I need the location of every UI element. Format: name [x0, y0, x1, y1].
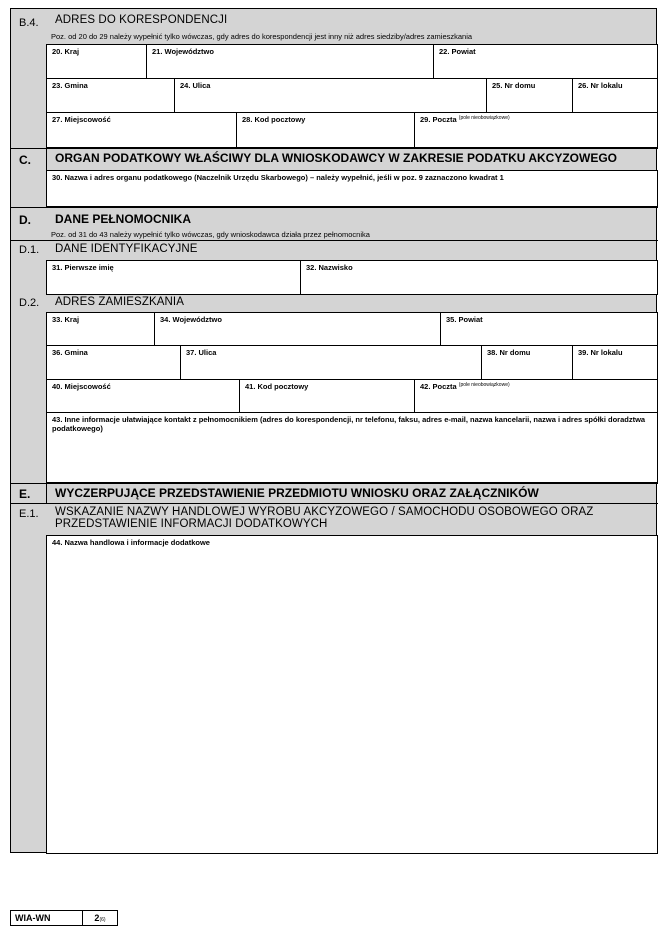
divider	[11, 503, 658, 504]
field-27-locality[interactable]	[46, 113, 237, 148]
field-31-first-name[interactable]	[46, 260, 301, 295]
section-code-b4: B.4.	[19, 17, 39, 29]
section-code-e: E.	[19, 487, 31, 501]
section-title-e1-line1: WSKAZANIE NAZWY HANDLOWEJ WYROBU AKCYZOWEGO / SAMOCHODU OSOBOWEGO ORAZ	[55, 506, 594, 518]
field-28-postal-code[interactable]	[237, 113, 415, 148]
field-label: 40. Miejscowość	[52, 382, 111, 391]
field-label: 44. Nazwa handlowa i informacje dodatkowe	[52, 538, 210, 547]
field-label: 21. Województwo	[152, 47, 214, 56]
field-label: 36. Gmina	[52, 348, 88, 357]
field-42-label-text: 42. Poczta	[420, 382, 457, 391]
field-label: 23. Gmina	[52, 81, 88, 90]
field-40-locality[interactable]	[46, 380, 240, 413]
section-title-e: WYCZERPUJĄCE PRZEDSTAWIENIE PRZEDMIOTU WNIOSKU ORAZ ZAŁĄCZNIKÓW	[55, 486, 539, 500]
form-page	[10, 8, 657, 853]
field-label: 31. Pierwsze imię	[52, 263, 114, 272]
section-title-e1-line2: PRZEDSTAWIENIE INFORMACJI DODATKOWYCH	[55, 518, 328, 530]
field-label: 35. Powiat	[446, 315, 483, 324]
field-label: 20. Kraj	[52, 47, 80, 56]
field-43-contact-info[interactable]	[46, 413, 658, 483]
field-23-commune[interactable]	[46, 79, 175, 113]
field-22-county[interactable]	[434, 44, 658, 79]
field-25-house-number[interactable]	[487, 79, 573, 113]
field-label: 37. Ulica	[186, 348, 217, 357]
field-label: 43. Inne informacje ułatwiające kontakt z pełnomocnikiem (adres do korespondencji, nr telefonu, faksu, adres e-mail, nazwa kancelarii, nazwa i adres spółki doradztwa podatkowego)	[52, 415, 646, 433]
field-label: 34. Województwo	[160, 315, 222, 324]
field-41-postal-code[interactable]	[240, 380, 415, 413]
footer	[10, 910, 118, 926]
field-37-street[interactable]	[181, 346, 482, 380]
field-34-voivodeship[interactable]	[155, 312, 441, 346]
field-label: 41. Kod pocztowy	[245, 382, 309, 391]
field-20-country[interactable]	[46, 44, 147, 79]
field-label	[420, 382, 653, 391]
field-label	[420, 115, 653, 124]
section-title-c: ORGAN PODATKOWY WŁAŚCIWY DLA WNIOSKODAWCY W ZAKRESIE PODATKU AKCYZOWEGO	[55, 151, 617, 165]
divider	[11, 483, 658, 484]
page-total: (6)	[99, 917, 106, 923]
field-label: 30. Nazwa i adres organu podatkowego (Naczelnik Urzędu Skarbowego) – należy wypełnić, jeśli w poz. 9 zaznaczono kwadrat 1	[52, 173, 504, 182]
section-title-b4: ADRES DO KORESPONDENCJI	[55, 14, 228, 26]
form-code: WIA-WN	[11, 911, 83, 925]
optional-note: (pole nieobowiązkowe)	[458, 115, 510, 121]
field-label: 28. Kod pocztowy	[242, 115, 306, 124]
divider	[11, 148, 658, 149]
field-label: 22. Powiat	[439, 47, 476, 56]
field-label: 25. Nr domu	[492, 81, 536, 90]
field-label: 33. Kraj	[52, 315, 80, 324]
section-title-d2: ADRES ZAMIESZKANIA	[55, 296, 184, 308]
section-title-d1: DANE IDENTYFIKACYJNE	[55, 243, 198, 255]
field-24-street[interactable]	[175, 79, 487, 113]
field-26-apartment-number[interactable]	[573, 79, 658, 113]
field-label: 27. Miejscowość	[52, 115, 111, 124]
section-title-d: DANE PEŁNOMOCNIKA	[55, 212, 192, 226]
field-29-label-text: 29. Poczta	[420, 115, 457, 124]
section-title-e1	[55, 506, 593, 530]
section-code-d: D.	[19, 213, 31, 227]
field-label: 26. Nr lokalu	[578, 81, 623, 90]
field-36-commune[interactable]	[46, 346, 181, 380]
field-33-country[interactable]	[46, 312, 155, 346]
divider	[11, 240, 658, 241]
field-30-tax-office[interactable]	[46, 170, 658, 207]
divider	[46, 148, 47, 170]
optional-note: (pole nieobowiązkowe)	[458, 382, 510, 388]
field-39-apartment-number[interactable]	[573, 346, 658, 380]
page-number	[83, 911, 117, 925]
page-current: 2	[94, 913, 100, 923]
field-32-last-name[interactable]	[301, 260, 658, 295]
field-44-trade-name[interactable]	[46, 535, 658, 854]
field-42-post-office[interactable]	[415, 380, 658, 413]
section-code-e1: E.1.	[19, 508, 39, 520]
section-code-c: C.	[19, 153, 31, 167]
section-code-d2: D.2.	[19, 297, 40, 309]
section-code-d1: D.1.	[19, 244, 40, 256]
field-label: 32. Nazwisko	[306, 263, 353, 272]
field-35-county[interactable]	[441, 312, 658, 346]
field-29-post-office[interactable]	[415, 113, 658, 148]
field-label: 39. Nr lokalu	[578, 348, 623, 357]
divider	[11, 207, 658, 208]
field-38-house-number[interactable]	[482, 346, 573, 380]
field-21-voivodeship[interactable]	[147, 44, 434, 79]
divider	[46, 483, 47, 503]
section-note-d: Poz. od 31 do 43 należy wypełnić tylko wówczas, gdy wnioskodawca działa przez pełnomocnika	[51, 230, 370, 239]
field-label: 38. Nr domu	[487, 348, 531, 357]
field-label: 24. Ulica	[180, 81, 211, 90]
section-note-b4: Poz. od 20 do 29 należy wypełnić tylko wówczas, gdy adres do korespondencji jest inny niż adres siedziby/adres zamieszkania	[51, 32, 473, 41]
